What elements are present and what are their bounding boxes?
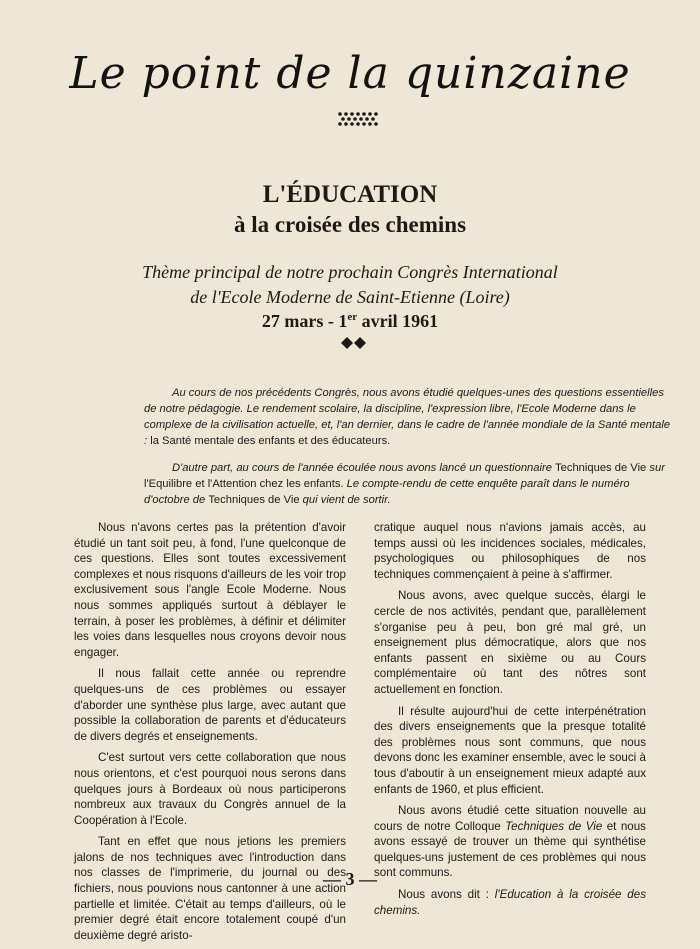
right-p5-b: l'Education à la croisée des chemins. xyxy=(374,888,647,917)
intro-paragraph-1 xyxy=(144,385,674,449)
theme-line-2: de l'Ecole Moderne de Saint-Etienne (Loire) xyxy=(190,287,510,307)
congress-dates xyxy=(0,311,700,332)
intro-p1-plain: la Santé mentale des enfants et des éducateurs. xyxy=(150,435,391,447)
left-paragraph-2: Il nous fallait cette année ou reprendre quelques-uns de ces problèmes ou essayer d'aborder une synthèse plus large, avec autant que possible la collaboration de parents et d'éducateurs de divers degrés et enseignements. xyxy=(74,667,346,743)
dates-end: avril 1961 xyxy=(357,311,439,331)
intro-p2-b: Techniques de Vie xyxy=(555,462,647,474)
article-title: L'ÉDUCATION xyxy=(262,181,438,208)
right-paragraph-2: Nous avons, avec quelque succès, élargi le cercle de nos activités, pendant que, parallèlement s'organise peu à peu, bon gré mal gré, un enseignement plus démocratique, alors que nos enfants passent en sixième ou au Cours complémentaire où tant des nôtres sont actuellement en fonction. xyxy=(374,589,646,696)
masthead-title: Le point de la quinzaine xyxy=(69,48,631,99)
right-paragraph-3: Il résulte aujourd'hui de cette interpénétration des divers enseignements que la presque totalité des problèmes nous sont communs, que nous devons donc les examiner ensemble, avec le souci à tous d'aboutir à un enseignement mieux adapté aux enfants de 1960, et plus efficient. xyxy=(374,704,646,796)
intro-p2-f: Techniques de Vie xyxy=(208,494,300,506)
intro-p2-c: sur xyxy=(646,462,665,474)
page-number: — 3 — xyxy=(323,869,377,889)
left-paragraph-4: Tant en effet que nous jetions les premiers jalons de nos techniques avec l'introduction dans nos classes de l'imprimerie, du journal ou des fichiers, nous pouvions nous cantonner à une action partielle et limitée. C'était au temps d'ailleurs, où le premier degré était encore totalement coupé d'un deuxième degré aristo- xyxy=(74,835,346,942)
right-p4-c: et nous avons essayé de trouver un thème qui synthétise quelques-uns justement de ces problèmes qui nous sont communs. xyxy=(374,819,646,880)
theme-block xyxy=(0,260,700,310)
dates-start: 27 mars - 1 xyxy=(261,311,348,331)
left-paragraph-3: C'est surtout vers cette collaboration que nous nous orientons, et c'est pourquoi nous serons dans quelques jours à Bordeaux où nous participerons nombreux aux travaux du Congrès annuel de la Coopération à l'Ecole. xyxy=(74,751,346,827)
intro-paragraph-2 xyxy=(144,460,674,508)
article-subtitle: à la croisée des chemins xyxy=(233,212,467,237)
ornament-dots xyxy=(337,111,381,127)
diamond-ornament-icon xyxy=(341,337,367,349)
intro-p2-e: Le compte-rendu de cette enquête paraît dans le numéro d'octobre de xyxy=(144,478,630,506)
intro-p1-italic: Au cours de nos précédents Congrès, nous avons étudié quelques-unes des questions essentielles de notre pédagogie. Le rendement scolaire, la discipline, l'expression libre, l'Ecole Moderne dans le complexe de la civilisation actuelle, et, l'an dernier, dans le cadre de l'année mondiale de la Santé mentale : xyxy=(144,387,671,447)
right-paragraph-1: cratique auquel nous n'avions jamais accès, au temps aussi où les incidences sociales, médicales, psychologiques ou philosophiques de nos techniques commençaient à peine à s'affirmer. xyxy=(374,521,646,581)
intro-block xyxy=(144,385,674,519)
right-p5-a: Nous avons dit : xyxy=(398,888,495,902)
right-column xyxy=(374,520,646,924)
left-paragraph-1: Nous n'avons certes pas la prétention d'avoir étudié un tant soit peu, à fond, l'une quelconque de ces questions. Elles sont toutes excessivement complexes et nous risquons d'ailleurs de les voir trop exclusivement sous l'angle Ecole Moderne. Nous nous sommes appliqués surtout à déblayer le terrain, à poser les problèmes, à définir et délimiter les voies dans lesquelles nous croyons devoir nous engager. xyxy=(74,521,346,659)
intro-p2-g: qui vient de sortir. xyxy=(299,494,391,506)
right-p4-b: Techniques de Vie xyxy=(505,819,603,833)
right-p4-a: Nous avons étudié cette situation nouvelle au cours de notre Colloque xyxy=(374,804,646,833)
theme-line-1: Thème principal de notre prochain Congrès International xyxy=(142,262,558,282)
intro-p2-d: l'Equilibre et l'Attention chez les enfants. xyxy=(144,478,344,490)
dates-superscript: er xyxy=(347,311,358,323)
intro-p2-a: D'autre part, au cours de l'année écoulée nous avons lancé un questionnaire xyxy=(172,462,556,474)
